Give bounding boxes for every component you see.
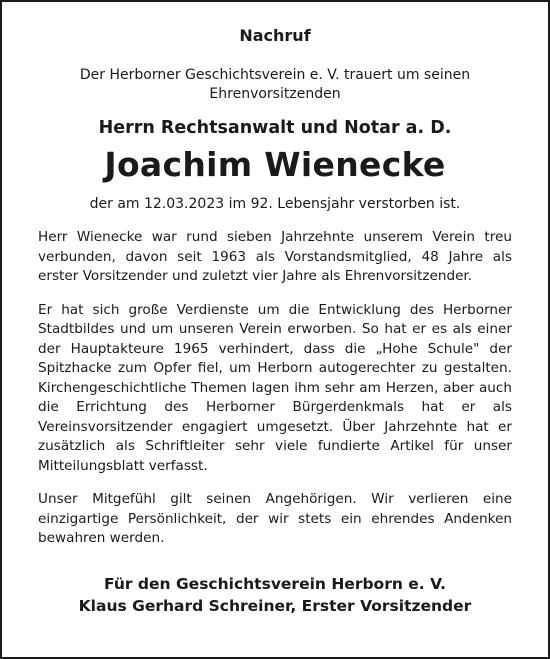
notice-intro: Der Herborner Geschichtsverein e. V. trauert um seinen Ehrenvorsitzenden: [79, 67, 471, 102]
paragraph-merits: Er hat sich große Verdienste um die Entwicklung des Herborner Stadtbildes und um unseren Verein erworben. So hat er es als einer der Hauptakteure 1965 verhindert, dass die „Hohe Schule" der Spitzhacke zum Opfer fiel, um Herborn autogerechter zu gestalten. Kirchengeschichtliche Themen lagen ihm sehr am Herzen, aber auch die Errichtung des Herborner Bürgerdenkmals hat er als Vereinsvorsitzender engagiert umgesetzt. Über Jahrzehnte hat er zusätzlich als Schriftleiter sehr viele fundierte Artikel für unser Mitteilungsblatt verfasst.: [38, 301, 512, 474]
signature-organization: Für den Geschichtsverein Herborn e. V.: [104, 574, 446, 593]
deceased-name: Joachim Wienecke: [104, 145, 446, 184]
signature-signatory: Klaus Gerhard Schreiner, Erster Vorsitzender: [78, 596, 472, 615]
notice-heading: Nachruf: [239, 26, 311, 45]
paragraph-membership: Herr Wienecke war rund sieben Jahrzehnte unserem Verein treu verbunden, davon seit 1963 als Vorstandsmitglied, 48 Jahre als erster Vorsitzender und zuletzt vier Jahre als Ehrenvorsitzender.: [38, 229, 512, 284]
death-statement: der am 12.03.2023 im 92. Lebensjahr verstorben ist.: [89, 196, 461, 212]
deceased-honorific: Herrn Rechtsanwalt und Notar a. D.: [98, 118, 452, 138]
paragraph-condolence: Unser Mitgefühl gilt seinen Angehörigen. Wir verlieren eine einzigartige Persönlichkeit, der wir stets ein ehrendes Andenken bewahren werden.: [38, 491, 512, 546]
signature-block: [38, 573, 512, 617]
